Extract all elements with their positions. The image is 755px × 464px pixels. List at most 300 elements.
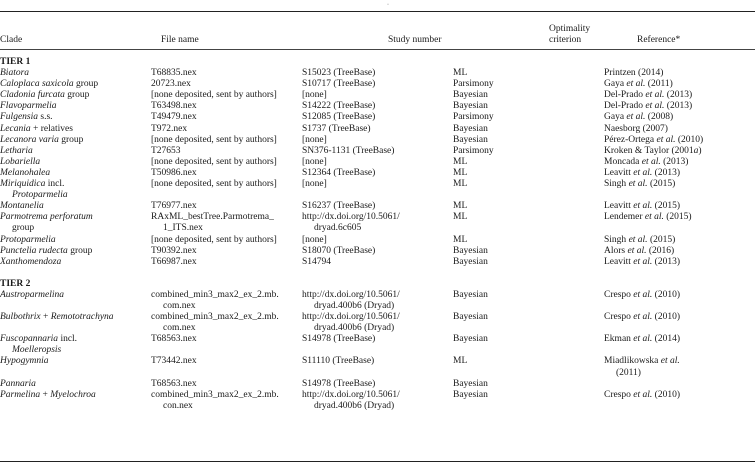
file-cell	[151, 312, 302, 334]
reference-year: )	[698, 145, 702, 156]
reference-author: Gaya	[604, 112, 627, 123]
clade-name: Hypogymnia	[0, 356, 49, 367]
clade-cell	[0, 135, 151, 146]
clade-cell	[0, 290, 151, 312]
file-name-2: 1_ITS.nex	[163, 223, 203, 234]
file-cell	[151, 90, 302, 101]
reference-author: Kroken & Taylor (2001	[604, 145, 694, 156]
study-number: [none]	[302, 156, 327, 167]
reference-cell	[604, 201, 755, 212]
reference-cell	[604, 101, 755, 112]
file-name: T68835.nex	[151, 68, 197, 79]
clade-name: Lecania	[0, 123, 31, 134]
reference-year: (2015)	[647, 179, 676, 190]
header-rule	[0, 49, 755, 50]
file-name-2: com.nex	[163, 323, 196, 334]
reference-author: Lendemer	[604, 212, 645, 223]
study-cell	[302, 101, 453, 112]
clade-cell	[0, 146, 151, 157]
clade-name: Protoparmelia	[0, 234, 56, 245]
reference-cell	[604, 168, 755, 179]
optimality-criterion: Bayesian	[453, 256, 488, 267]
clade-cell	[0, 356, 151, 378]
study-cell	[302, 290, 453, 312]
file-name: T68563.nex	[151, 334, 197, 345]
reference-etal: et al.	[645, 90, 665, 101]
file-cell	[151, 334, 302, 356]
file-cell	[151, 146, 302, 157]
criterion-cell	[453, 290, 604, 312]
clade-cell	[0, 334, 151, 356]
reference-author: Alors	[604, 245, 628, 256]
clade-name-2: Remototrachyna	[50, 312, 114, 323]
file-name: [none deposited, sent by authors]	[151, 234, 277, 245]
study-number: SN376-1131 (TreeBase)	[302, 145, 395, 156]
clade-name: Pannaria	[0, 378, 36, 389]
study-number: [none]	[302, 134, 327, 145]
file-cell	[151, 235, 302, 246]
reference-etal: et al.	[633, 167, 653, 178]
study-cell	[302, 246, 453, 257]
criterion-cell	[453, 124, 604, 135]
tier-2-heading-label: TIER 2	[0, 278, 31, 289]
criterion-cell	[453, 101, 604, 112]
study-cell	[302, 390, 453, 412]
clade-name: Bulbothrix	[0, 312, 41, 323]
reference-year: (2011)	[616, 367, 641, 378]
clade-name: Cladonia furcata	[0, 90, 65, 101]
clade-suffix: incl.	[45, 179, 65, 190]
clade-suffix: group	[73, 79, 99, 90]
optimality-criterion: Bayesian	[453, 101, 488, 112]
study-cell	[302, 68, 453, 79]
file-name: RAxML_bestTree.Parmotrema_	[151, 212, 274, 223]
top-rule	[0, 11, 755, 12]
study-number: S1737 (TreeBase)	[302, 123, 371, 134]
reference-cell	[604, 235, 755, 246]
reference-year: (2010)	[675, 134, 704, 145]
criterion-cell	[453, 157, 604, 168]
file-cell	[151, 168, 302, 179]
clade-name: Fulgensia	[0, 112, 38, 123]
file-name: T972.nex	[151, 123, 188, 134]
criterion-cell	[453, 212, 604, 234]
file-cell	[151, 390, 302, 412]
study-cell	[302, 157, 453, 168]
study-number: http://dx.doi.org/10.5061/	[302, 212, 400, 223]
study-cell	[302, 257, 453, 268]
clade-line-2: Moelleropsis	[12, 345, 62, 356]
study-cell	[302, 79, 453, 90]
study-cell	[302, 312, 453, 334]
file-cell	[151, 179, 302, 201]
criterion-cell	[453, 146, 604, 157]
spacer-row	[0, 268, 755, 278]
reference-author: Leavitt	[604, 167, 634, 178]
reference-etal: et al.	[633, 256, 653, 267]
file-cell	[151, 290, 302, 312]
reference-year: (2013)	[652, 256, 680, 267]
study-number: S12085 (TreeBase)	[302, 112, 376, 123]
file-cell	[151, 79, 302, 90]
file-cell	[151, 246, 302, 257]
reference-year: (2010)	[652, 312, 680, 323]
clade-name: Caloplaca saxicola	[0, 79, 74, 90]
table-body	[0, 56, 755, 412]
clade-name: Fuscopannaria	[0, 334, 59, 345]
clade-cell	[0, 312, 151, 334]
criterion-cell	[453, 390, 604, 412]
study-number: S14978 (TreeBase)	[302, 378, 376, 389]
study-number: http://dx.doi.org/10.5061/	[302, 289, 400, 300]
clade-cell	[0, 124, 151, 135]
criterion-cell	[453, 246, 604, 257]
file-cell	[151, 201, 302, 212]
reference-etal: et al.	[627, 245, 647, 256]
study-cell	[302, 201, 453, 212]
reference-cell	[604, 179, 755, 201]
optimality-criterion: ML	[453, 212, 468, 223]
reference-cell	[604, 212, 755, 234]
file-name-2: con.nex	[163, 400, 193, 411]
clade-cell	[0, 68, 151, 79]
clade-line-2: group	[12, 223, 35, 234]
tier-1-heading	[0, 56, 755, 68]
reference-cell	[604, 79, 755, 90]
file-name: combined_min3_max2_ex_2.mb.	[151, 312, 279, 323]
clade-name: Letharia	[0, 145, 33, 156]
criterion-cell	[453, 257, 604, 268]
reference-year: (2010)	[652, 289, 680, 300]
reference-year: (2015)	[663, 212, 692, 223]
table-row	[0, 135, 755, 146]
clade-suffix: +	[40, 389, 51, 400]
study-number: S14978 (TreeBase)	[302, 334, 376, 345]
file-cell	[151, 101, 302, 112]
clade-cell	[0, 235, 151, 246]
reference-year: (2011)	[645, 79, 673, 90]
reference-etal: et al.	[633, 289, 653, 300]
header-optimality-1: Optimality	[549, 24, 591, 34]
clade-cell	[0, 390, 151, 412]
reference-author: Leavitt	[604, 256, 634, 267]
clade-cell	[0, 112, 151, 123]
criterion-cell	[453, 379, 604, 390]
clade-cell	[0, 246, 151, 257]
reference-year: (2015)	[647, 234, 676, 245]
optimality-criterion: Bayesian	[453, 389, 488, 400]
table-row	[0, 101, 755, 112]
file-name: [none deposited, sent by authors]	[151, 90, 277, 101]
table-row	[0, 356, 755, 378]
file-cell	[151, 68, 302, 79]
reference-etal: a	[693, 145, 699, 156]
file-name: combined_min3_max2_ex_2.mb.	[151, 389, 279, 400]
file-name: T63498.nex	[151, 101, 197, 112]
reference-year: (2016)	[646, 245, 675, 256]
table-row	[0, 68, 755, 79]
study-number: S14794	[302, 256, 332, 267]
reference-author: Moncada	[604, 156, 642, 167]
optimality-criterion: Bayesian	[453, 289, 488, 300]
page-mark: ·	[387, 2, 389, 8]
reference-cell	[604, 246, 755, 257]
criterion-cell	[453, 135, 604, 146]
clade-suffix: +	[40, 312, 51, 323]
reference-cell	[604, 390, 755, 412]
clade-cell	[0, 168, 151, 179]
reference-cell	[604, 356, 755, 378]
file-cell	[151, 212, 302, 234]
reference-etal: et al.	[641, 156, 661, 167]
file-name: [none deposited, sent by authors]	[151, 134, 277, 145]
reference-author: Naesborg (2007)	[604, 123, 668, 134]
study-cell	[302, 379, 453, 390]
study-number: [none]	[302, 179, 327, 190]
file-name: T49479.nex	[151, 112, 197, 123]
clade-name: Parmotrema perforatum	[0, 212, 93, 223]
clade-name-2: Myelochroa	[50, 389, 96, 400]
optimality-criterion: Bayesian	[453, 90, 488, 101]
table-row	[0, 334, 755, 356]
table-row	[0, 312, 755, 334]
reference-cell	[604, 112, 755, 123]
clade-cell	[0, 90, 151, 101]
criterion-cell	[453, 201, 604, 212]
clade-name: Biatora	[0, 68, 30, 79]
table-row	[0, 390, 755, 412]
optimality-criterion: ML	[453, 179, 468, 190]
reference-etal: et al.	[645, 101, 665, 112]
optimality-criterion: ML	[453, 68, 468, 79]
file-name: T66987.nex	[151, 256, 197, 267]
study-number: [none]	[302, 234, 327, 245]
criterion-cell	[453, 235, 604, 246]
reference-etal: et al.	[660, 356, 680, 367]
study-number-2: dryad.400b6 (Dryad)	[314, 300, 395, 311]
file-name: T76977.nex	[151, 201, 197, 212]
optimality-criterion: Bayesian	[453, 245, 488, 256]
optimality-criterion: Bayesian	[453, 134, 488, 145]
table-row	[0, 246, 755, 257]
file-name: T27653	[151, 145, 181, 156]
study-number-2: dryad.400b6 (Dryad)	[314, 323, 395, 334]
study-cell	[302, 334, 453, 356]
study-number-2: dryad.400b6 (Dryad)	[314, 400, 395, 411]
clade-name: Lecanora varia	[0, 134, 59, 145]
table-row	[0, 124, 755, 135]
optimality-criterion: Bayesian	[453, 334, 488, 345]
reference-cell	[604, 379, 755, 390]
reference-etal: et al.	[633, 201, 653, 212]
reference-etal: et al.	[626, 79, 646, 90]
study-number: S15023 (TreeBase)	[302, 68, 376, 79]
clade-cell	[0, 257, 151, 268]
study-cell	[302, 179, 453, 201]
clade-cell	[0, 179, 151, 201]
clade-suffix: group	[58, 134, 84, 145]
data-table	[0, 56, 755, 412]
header-reference: Reference*	[637, 35, 681, 45]
table-row	[0, 112, 755, 123]
study-cell	[302, 168, 453, 179]
reference-cell	[604, 90, 755, 101]
study-cell	[302, 124, 453, 135]
optimality-criterion: Parsimony	[453, 145, 494, 156]
header-file-name: File name	[161, 35, 199, 45]
study-number: [none]	[302, 90, 327, 101]
file-cell	[151, 135, 302, 146]
study-cell	[302, 112, 453, 123]
reference-cell	[604, 68, 755, 79]
file-name-2: com.nex	[163, 300, 196, 311]
table-row	[0, 235, 755, 246]
reference-author: Crespo	[604, 312, 634, 323]
table-row	[0, 201, 755, 212]
reference-year: (2014)	[652, 334, 680, 345]
reference-year: (2008)	[645, 112, 674, 123]
clade-cell	[0, 212, 151, 234]
reference-year: (2013)	[664, 90, 693, 101]
reference-cell	[604, 290, 755, 312]
table-row	[0, 168, 755, 179]
reference-etal: et al.	[644, 212, 664, 223]
reference-cell	[604, 157, 755, 168]
reference-author: Singh	[604, 234, 629, 245]
criterion-cell	[453, 356, 604, 378]
table-row	[0, 290, 755, 312]
clade-line-2: Protoparmelia	[12, 190, 68, 201]
study-cell	[302, 235, 453, 246]
reference-year: (2010)	[652, 389, 680, 400]
reference-etal: et al.	[628, 234, 648, 245]
criterion-cell	[453, 334, 604, 356]
file-name: T73442.nex	[151, 356, 197, 367]
clade-suffix: group	[67, 245, 93, 256]
criterion-cell	[453, 312, 604, 334]
optimality-criterion: ML	[453, 234, 468, 245]
file-cell	[151, 124, 302, 135]
study-number: S18070 (TreeBase)	[302, 245, 376, 256]
clade-name: Flavoparmelia	[0, 101, 57, 112]
reference-etal: et al.	[633, 389, 653, 400]
tier-1-heading-label: TIER 1	[0, 57, 31, 67]
reference-etal: et al.	[633, 334, 653, 345]
reference-year: (2013)	[660, 156, 689, 167]
file-name: [none deposited, sent by authors]	[151, 179, 277, 190]
optimality-criterion: ML	[453, 156, 468, 167]
file-name: T90392.nex	[151, 245, 197, 256]
optimality-criterion: Bayesian	[453, 312, 488, 323]
table-row	[0, 257, 755, 268]
clade-cell	[0, 157, 151, 168]
study-cell	[302, 135, 453, 146]
reference-author: Crespo	[604, 289, 634, 300]
clade-suffix: + relatives	[30, 123, 73, 134]
clade-name: Parmelina	[0, 389, 41, 400]
reference-year: (2013)	[652, 167, 680, 178]
clade-suffix: group	[64, 90, 90, 101]
clade-name: Xanthomendoza	[0, 256, 62, 267]
study-cell	[302, 146, 453, 157]
study-cell	[302, 90, 453, 101]
criterion-cell	[453, 112, 604, 123]
clade-suffix: incl.	[58, 334, 78, 345]
table-row	[0, 212, 755, 234]
study-number: S12364 (TreeBase)	[302, 167, 376, 178]
reference-author: Del-Prado	[604, 90, 646, 101]
clade-cell	[0, 379, 151, 390]
criterion-cell	[453, 90, 604, 101]
study-number: S10717 (TreeBase)	[302, 79, 376, 90]
bottom-rule	[0, 461, 755, 462]
clade-cell	[0, 79, 151, 90]
reference-author: Del-Prado	[604, 101, 646, 112]
tier-2-heading	[0, 278, 755, 290]
clade-cell	[0, 201, 151, 212]
clade-suffix: s.s.	[38, 112, 53, 123]
clade-name: Montanelia	[0, 201, 44, 212]
table-row	[0, 379, 755, 390]
clade-name: Miriquidica	[0, 179, 46, 190]
study-cell	[302, 212, 453, 234]
optimality-criterion: Parsimony	[453, 79, 494, 90]
reference-cell	[604, 312, 755, 334]
table-row	[0, 90, 755, 101]
reference-author: Gaya	[604, 79, 627, 90]
optimality-criterion: ML	[453, 356, 468, 367]
reference-author: Pérez-Ortega	[604, 134, 657, 145]
reference-author: Singh	[604, 179, 629, 190]
table-row	[0, 157, 755, 168]
reference-cell	[604, 124, 755, 135]
study-number: S14222 (TreeBase)	[302, 101, 376, 112]
study-cell	[302, 356, 453, 378]
file-name: [none deposited, sent by authors]	[151, 156, 277, 167]
header-clade: Clade	[0, 35, 23, 45]
optimality-criterion: Bayesian	[453, 378, 488, 389]
optimality-criterion: ML	[453, 201, 468, 212]
header-study-number: Study number	[388, 35, 442, 45]
table-row	[0, 79, 755, 90]
reference-etal: et al.	[626, 112, 646, 123]
criterion-cell	[453, 79, 604, 90]
file-name: combined_min3_max2_ex_2.mb.	[151, 289, 279, 300]
reference-author: Ekman	[604, 334, 634, 345]
reference-cell	[604, 135, 755, 146]
criterion-cell	[453, 168, 604, 179]
file-cell	[151, 257, 302, 268]
file-name: T68563.nex	[151, 378, 197, 389]
reference-etal: et al.	[628, 179, 648, 190]
reference-author: Miadlikowska	[604, 356, 661, 367]
study-number: S11110 (TreeBase)	[302, 356, 375, 367]
reference-cell	[604, 257, 755, 268]
reference-cell	[604, 334, 755, 356]
spacer-cell	[0, 268, 755, 278]
reference-year: (2015)	[652, 201, 680, 212]
study-number-2: dryad.6c605	[314, 223, 362, 234]
table-row	[0, 146, 755, 157]
header-optimality-2: criterion	[549, 35, 582, 45]
clade-name: Punctelia rudecta	[0, 245, 68, 256]
clade-name: Melanohalea	[0, 167, 51, 178]
reference-author: Crespo	[604, 389, 634, 400]
clade-name: Austroparmelina	[0, 289, 65, 300]
file-cell	[151, 379, 302, 390]
reference-author: Leavitt	[604, 201, 634, 212]
file-cell	[151, 356, 302, 378]
